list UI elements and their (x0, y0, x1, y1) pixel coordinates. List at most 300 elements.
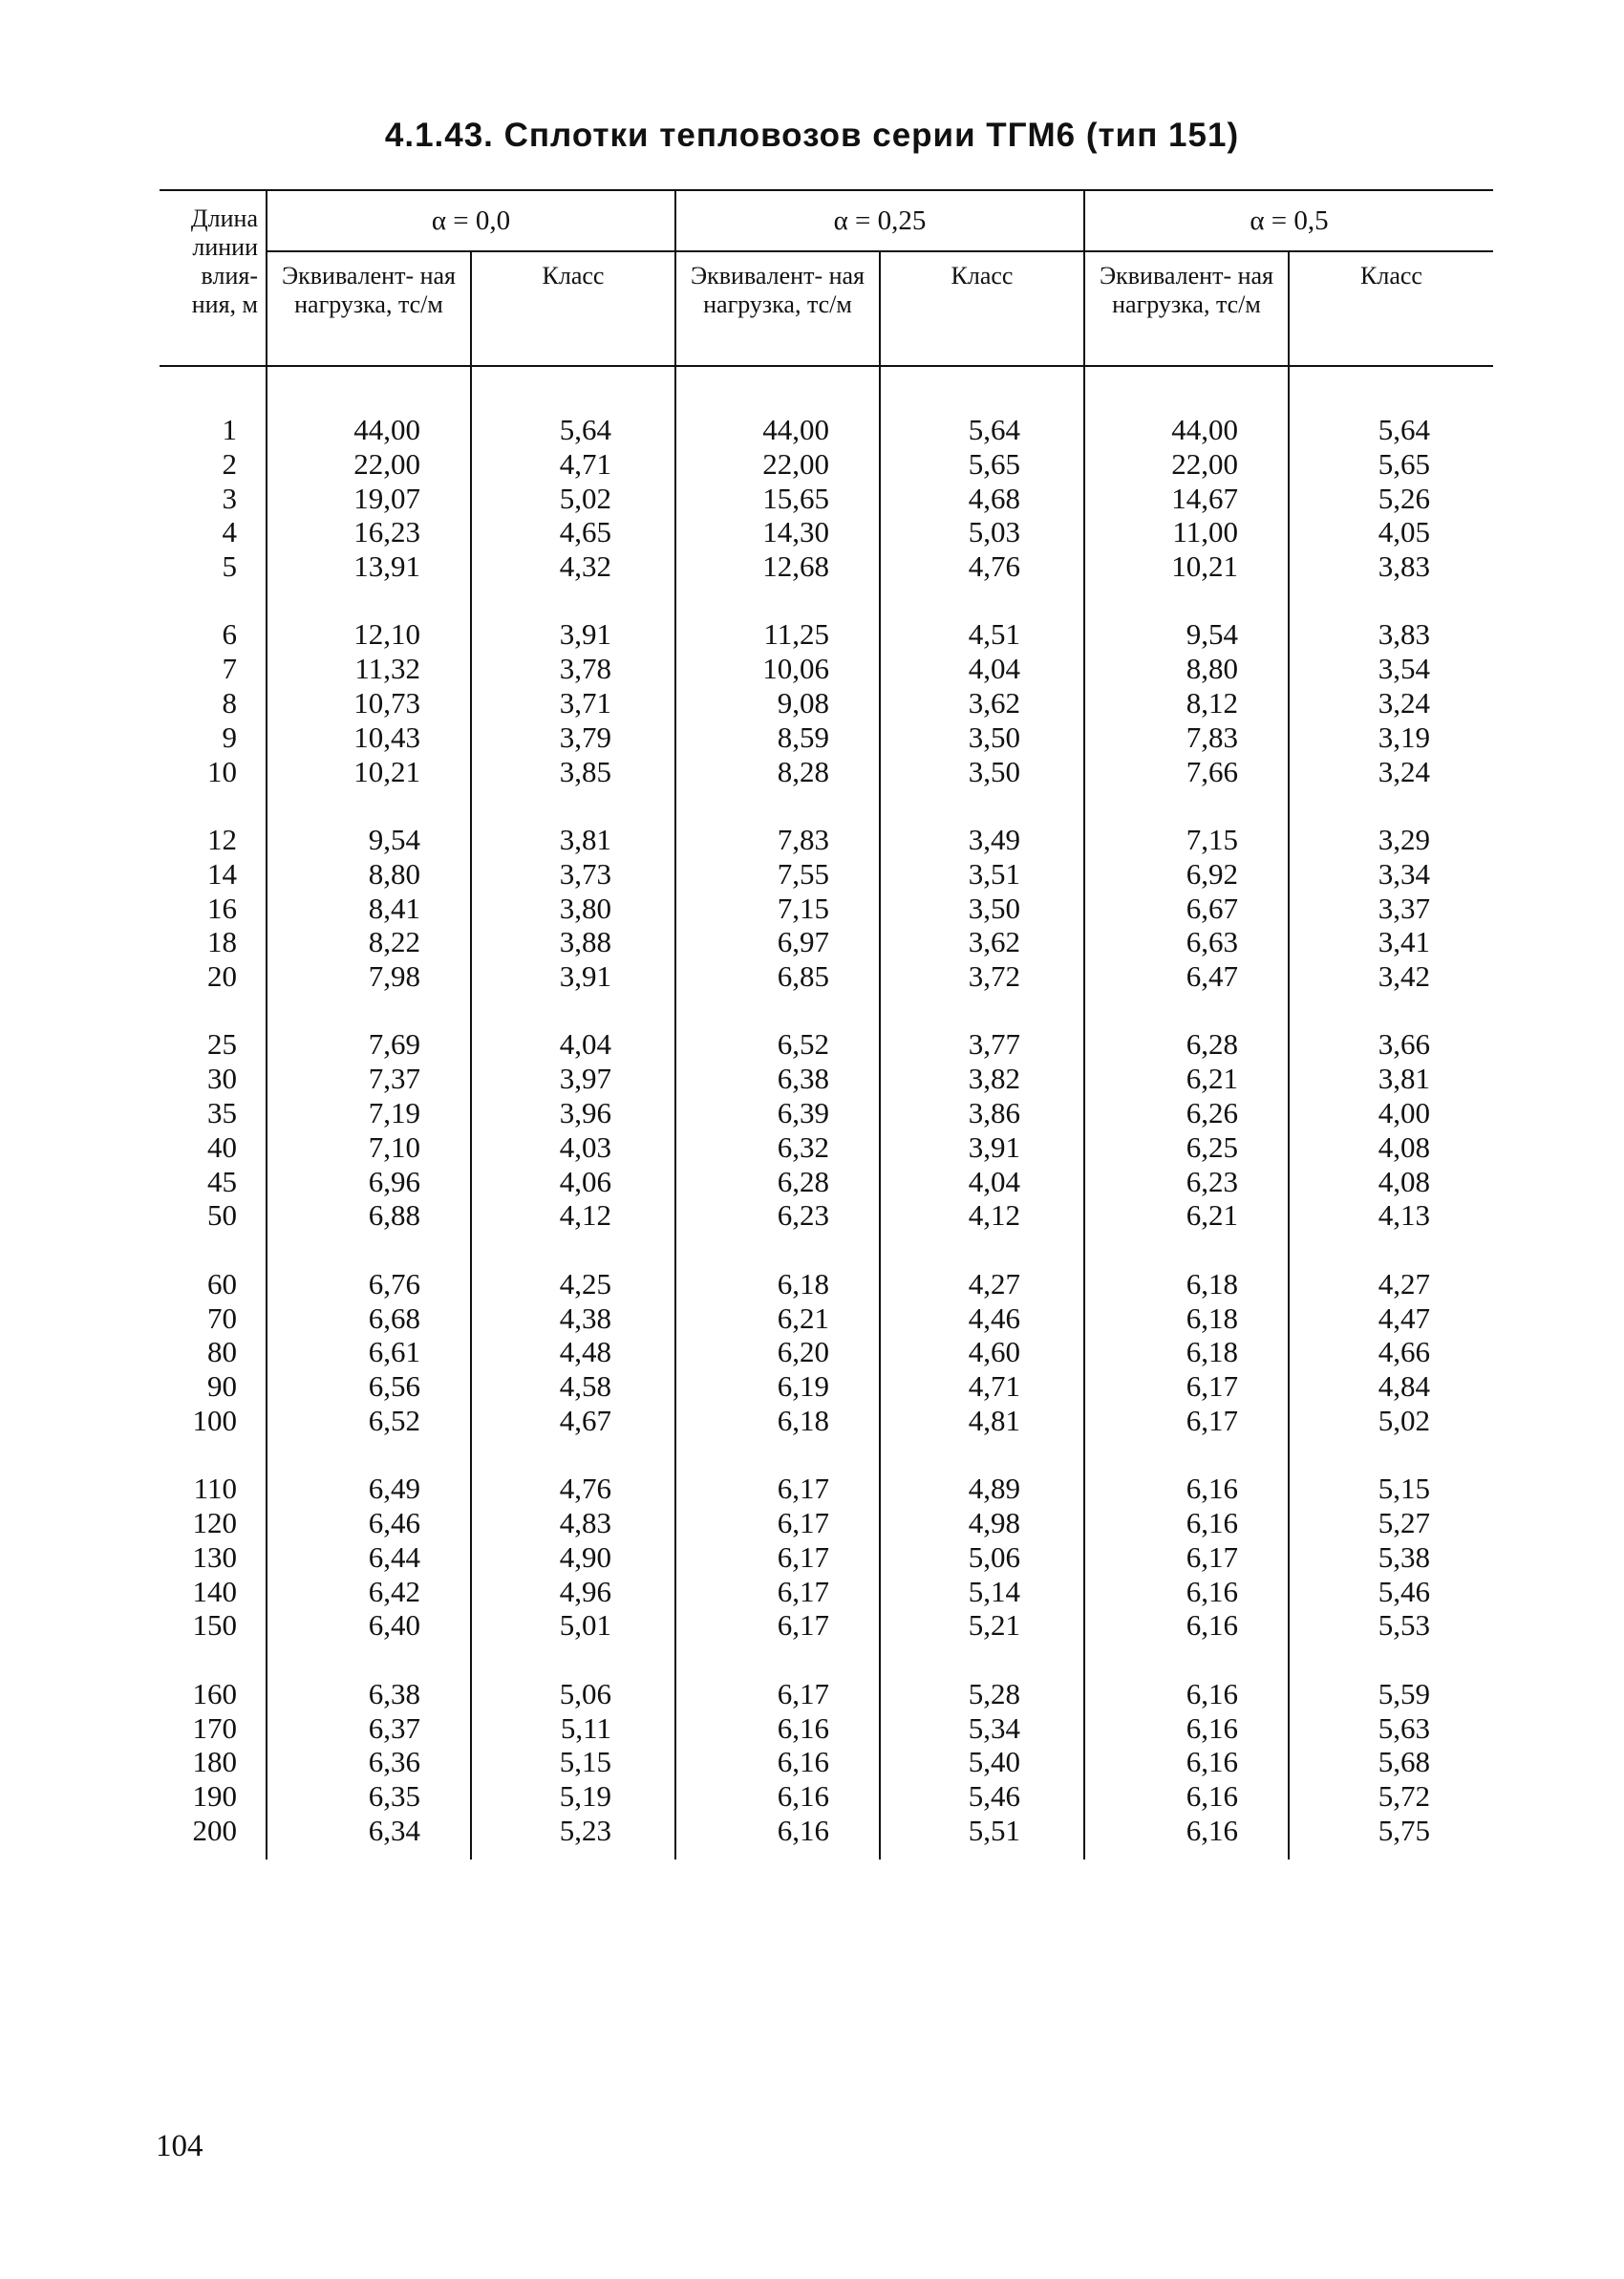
class-cell: 3,34 (1289, 857, 1493, 892)
equiv-load-cell: 6,21 (1084, 1062, 1289, 1096)
equiv-load-cell: 6,28 (1084, 1027, 1289, 1062)
class-cell: 3,83 (1289, 549, 1493, 584)
equiv-load-cell: 6,52 (267, 1404, 471, 1438)
class-cell: 5,65 (1289, 447, 1493, 482)
length-cell: 150 (192, 1608, 237, 1643)
class-cell: 5,64 (1289, 413, 1493, 447)
equiv-load-cell: 6,68 (267, 1301, 471, 1336)
equiv-load-cell: 6,38 (675, 1062, 880, 1096)
length-cell: 4 (222, 515, 237, 549)
class-cell: 4,06 (471, 1165, 675, 1199)
equiv-load-cell: 15,65 (675, 482, 880, 516)
table-row (160, 1575, 1493, 1609)
class-cell: 4,32 (471, 549, 675, 584)
class-cell: 4,90 (471, 1540, 675, 1575)
table-row (160, 1165, 1493, 1199)
class-cell: 5,14 (880, 1575, 1084, 1609)
table-row (160, 1096, 1493, 1130)
class-cell: 4,03 (471, 1130, 675, 1165)
length-cell: 5 (222, 549, 237, 584)
equiv-load-cell: 6,37 (267, 1711, 471, 1746)
table-row (160, 720, 1493, 755)
class-cell: 3,81 (471, 823, 675, 857)
class-cell: 4,27 (1289, 1267, 1493, 1301)
class-cell: 3,51 (880, 857, 1084, 892)
class-cell: 5,06 (471, 1677, 675, 1711)
equiv-load-cell: 6,18 (1084, 1335, 1289, 1369)
equiv-load-cell: 19,07 (267, 482, 471, 516)
class-cell: 3,73 (471, 857, 675, 892)
length-cell: 45 (207, 1164, 237, 1198)
equiv-load-cell: 10,73 (267, 686, 471, 720)
length-cell: 40 (207, 1129, 237, 1164)
table-row (160, 892, 1493, 926)
class-cell: 4,76 (880, 549, 1084, 584)
class-cell: 3,91 (471, 959, 675, 994)
class-cell: 3,78 (471, 652, 675, 686)
equiv-load-cell: 14,30 (675, 515, 880, 549)
class-cell: 4,67 (471, 1404, 675, 1438)
equiv-load-cell: 13,91 (267, 549, 471, 584)
table-row (160, 549, 1493, 584)
length-cell: 14 (207, 856, 237, 891)
length-cell: 7 (222, 652, 237, 686)
class-cell: 5,19 (471, 1779, 675, 1814)
equiv-load-cell: 12,10 (267, 617, 471, 652)
equiv-load-cell: 6,42 (267, 1575, 471, 1609)
class-cell: 4,48 (471, 1335, 675, 1369)
table-row (160, 1369, 1493, 1404)
table-row (160, 1130, 1493, 1165)
class-cell: 3,50 (880, 755, 1084, 789)
table-row (160, 1062, 1493, 1096)
class-cell: 4,84 (1289, 1369, 1493, 1404)
class-cell: 3,42 (1289, 959, 1493, 994)
table-row (160, 447, 1493, 482)
class-cell: 5,40 (880, 1745, 1084, 1779)
class-cell: 5,15 (471, 1745, 675, 1779)
class-cell: 5,34 (880, 1711, 1084, 1746)
length-cell: 60 (207, 1266, 237, 1301)
table-row (160, 686, 1493, 720)
class-cell: 5,51 (880, 1814, 1084, 1848)
length-cell: 120 (192, 1506, 237, 1540)
table-row (160, 482, 1493, 516)
class-header: Класс (471, 251, 675, 366)
class-cell: 3,62 (880, 686, 1084, 720)
class-cell: 5,23 (471, 1814, 675, 1848)
class-cell: 3,96 (471, 1096, 675, 1130)
table-row (160, 1540, 1493, 1575)
equiv-load-header: Эквивалент- ная нагрузка, тс/м (267, 251, 471, 366)
class-cell: 4,65 (471, 515, 675, 549)
length-cell: 1 (222, 413, 237, 446)
class-cell: 3,24 (1289, 755, 1493, 789)
class-cell: 4,71 (471, 447, 675, 482)
equiv-load-cell: 7,66 (1084, 755, 1289, 789)
class-cell: 5,27 (1289, 1506, 1493, 1540)
equiv-load-cell: 6,18 (1084, 1301, 1289, 1336)
table-title: 4.1.43. Сплотки тепловозов серии ТГМ6 (тип 151) (384, 117, 1240, 154)
equiv-load-cell: 22,00 (267, 447, 471, 482)
table-header (160, 190, 1493, 366)
class-cell: 5,21 (880, 1608, 1084, 1643)
equiv-load-cell: 44,00 (1084, 413, 1289, 447)
equiv-load-cell: 10,06 (675, 652, 880, 686)
equiv-load-cell: 6,85 (675, 959, 880, 994)
class-cell: 5,53 (1289, 1608, 1493, 1643)
equiv-load-cell: 8,12 (1084, 686, 1289, 720)
length-cell: 200 (192, 1813, 237, 1847)
equiv-load-cell: 11,32 (267, 652, 471, 686)
length-cell: 140 (192, 1574, 237, 1608)
equiv-load-cell: 6,34 (267, 1814, 471, 1848)
equiv-load-cell: 6,52 (675, 1027, 880, 1062)
page-number: 104 (156, 2129, 203, 2163)
class-cell: 4,47 (1289, 1301, 1493, 1336)
class-cell: 5,63 (1289, 1711, 1493, 1746)
class-cell: 5,02 (1289, 1404, 1493, 1438)
length-cell: 100 (192, 1403, 237, 1437)
table-row (160, 1711, 1493, 1746)
equiv-load-cell: 6,26 (1084, 1096, 1289, 1130)
equiv-load-cell: 22,00 (1084, 447, 1289, 482)
class-cell: 3,86 (880, 1096, 1084, 1130)
length-cell: 10 (207, 754, 237, 788)
class-cell: 5,46 (880, 1779, 1084, 1814)
class-cell: 4,98 (880, 1506, 1084, 1540)
length-header: Длина линии влия- ния, м (160, 190, 267, 366)
equiv-load-cell: 8,80 (267, 857, 471, 892)
alpha-header-1: α = 0,25 (675, 190, 1084, 251)
class-cell: 4,12 (471, 1198, 675, 1233)
equiv-load-cell: 6,20 (675, 1335, 880, 1369)
equiv-load-cell: 6,18 (675, 1267, 880, 1301)
equiv-load-cell: 8,22 (267, 925, 471, 959)
equiv-load-cell: 8,80 (1084, 652, 1289, 686)
equiv-load-cell: 22,00 (675, 447, 880, 482)
equiv-load-cell: 6,17 (1084, 1404, 1289, 1438)
class-cell: 3,71 (471, 686, 675, 720)
equiv-load-cell: 6,63 (1084, 925, 1289, 959)
length-cell: 190 (192, 1779, 237, 1814)
class-cell: 3,80 (471, 892, 675, 926)
equiv-load-cell: 6,17 (675, 1608, 880, 1643)
table-row (160, 1472, 1493, 1506)
class-cell: 4,68 (880, 482, 1084, 516)
equiv-load-cell: 6,44 (267, 1540, 471, 1575)
equiv-load-cell: 6,61 (267, 1335, 471, 1369)
table-row (160, 1745, 1493, 1779)
class-cell: 4,58 (471, 1369, 675, 1404)
class-cell: 3,41 (1289, 925, 1493, 959)
equiv-load-cell: 6,38 (267, 1677, 471, 1711)
length-cell: 50 (207, 1198, 237, 1233)
length-cell: 16 (207, 891, 237, 925)
length-cell: 2 (222, 446, 237, 481)
class-cell: 4,04 (471, 1027, 675, 1062)
length-cell: 3 (222, 481, 237, 515)
table-row (160, 652, 1493, 686)
class-cell: 3,97 (471, 1062, 675, 1096)
table-row (160, 1779, 1493, 1814)
equiv-load-cell: 6,23 (675, 1198, 880, 1233)
class-cell: 5,46 (1289, 1575, 1493, 1609)
class-cell: 3,29 (1289, 823, 1493, 857)
class-cell: 4,81 (880, 1404, 1084, 1438)
equiv-load-cell: 6,17 (675, 1506, 880, 1540)
table-row (160, 1677, 1493, 1711)
length-cell: 80 (207, 1335, 237, 1369)
class-cell: 5,64 (471, 413, 675, 447)
class-cell: 5,01 (471, 1608, 675, 1643)
length-cell: 90 (207, 1369, 237, 1404)
equiv-load-cell: 6,21 (1084, 1198, 1289, 1233)
equiv-load-cell: 6,18 (675, 1404, 880, 1438)
length-cell: 35 (207, 1096, 237, 1130)
equiv-load-cell: 7,37 (267, 1062, 471, 1096)
table-row (160, 515, 1493, 549)
table-row (160, 413, 1493, 447)
length-cell: 6 (222, 617, 237, 652)
equiv-load-cell: 6,16 (1084, 1506, 1289, 1540)
equiv-load-cell: 6,67 (1084, 892, 1289, 926)
equiv-load-cell: 6,17 (675, 1472, 880, 1506)
class-cell: 5,11 (471, 1711, 675, 1746)
table-row (160, 1335, 1493, 1369)
equiv-load-cell: 8,41 (267, 892, 471, 926)
class-cell: 3,85 (471, 755, 675, 789)
class-cell: 4,76 (471, 1472, 675, 1506)
equiv-load-cell: 6,21 (675, 1301, 880, 1336)
table-body (160, 366, 1493, 1860)
class-cell: 4,08 (1289, 1165, 1493, 1199)
class-cell: 4,12 (880, 1198, 1084, 1233)
table-row (160, 1027, 1493, 1062)
class-cell: 5,02 (471, 482, 675, 516)
equiv-load-cell: 16,23 (267, 515, 471, 549)
class-cell: 3,54 (1289, 652, 1493, 686)
class-cell: 3,72 (880, 959, 1084, 994)
equiv-load-cell: 6,16 (675, 1711, 880, 1746)
equiv-load-cell: 8,59 (675, 720, 880, 755)
equiv-load-cell: 44,00 (267, 413, 471, 447)
class-cell: 4,13 (1289, 1198, 1493, 1233)
class-cell: 3,83 (1289, 617, 1493, 652)
class-cell: 4,60 (880, 1335, 1084, 1369)
equiv-load-cell: 7,55 (675, 857, 880, 892)
equiv-load-cell: 6,17 (1084, 1369, 1289, 1404)
equiv-load-cell: 6,16 (1084, 1814, 1289, 1848)
equiv-load-cell: 11,00 (1084, 515, 1289, 549)
class-cell: 4,08 (1289, 1130, 1493, 1165)
class-cell: 3,88 (471, 925, 675, 959)
equiv-load-cell: 6,47 (1084, 959, 1289, 994)
length-cell: 70 (207, 1301, 237, 1335)
length-cell: 130 (192, 1539, 237, 1574)
equiv-load-cell: 12,68 (675, 549, 880, 584)
table-row (160, 1506, 1493, 1540)
class-cell: 3,37 (1289, 892, 1493, 926)
class-cell: 3,24 (1289, 686, 1493, 720)
table-row (160, 959, 1493, 994)
equiv-load-cell: 6,16 (1084, 1677, 1289, 1711)
length-cell: 9 (222, 720, 237, 754)
equiv-load-cell: 6,28 (675, 1165, 880, 1199)
equiv-load-cell: 6,32 (675, 1130, 880, 1165)
class-cell: 5,64 (880, 413, 1084, 447)
equiv-load-cell: 10,21 (1084, 549, 1289, 584)
class-cell: 5,28 (880, 1677, 1084, 1711)
class-cell: 3,62 (880, 925, 1084, 959)
alpha-header-2: α = 0,5 (1084, 190, 1493, 251)
equiv-load-cell: 6,96 (267, 1165, 471, 1199)
length-cell: 110 (193, 1472, 237, 1506)
equiv-load-cell: 6,56 (267, 1369, 471, 1404)
class-cell: 3,50 (880, 892, 1084, 926)
length-cell: 30 (207, 1062, 237, 1096)
equiv-load-cell: 6,19 (675, 1369, 880, 1404)
class-cell: 4,04 (880, 652, 1084, 686)
class-cell: 4,38 (471, 1301, 675, 1336)
class-cell: 4,05 (1289, 515, 1493, 549)
class-header: Класс (880, 251, 1084, 366)
equiv-load-cell: 6,18 (1084, 1267, 1289, 1301)
equiv-load-cell: 7,10 (267, 1130, 471, 1165)
class-cell: 3,77 (880, 1027, 1084, 1062)
equiv-load-cell: 6,16 (1084, 1608, 1289, 1643)
equiv-load-cell: 11,25 (675, 617, 880, 652)
table-row (160, 1198, 1493, 1233)
class-cell: 4,96 (471, 1575, 675, 1609)
equiv-load-cell: 6,17 (675, 1575, 880, 1609)
class-cell: 5,68 (1289, 1745, 1493, 1779)
class-cell: 4,04 (880, 1165, 1084, 1199)
table-row (160, 755, 1493, 789)
equiv-load-cell: 6,16 (1084, 1779, 1289, 1814)
equiv-load-cell: 6,17 (1084, 1540, 1289, 1575)
equiv-load-cell: 6,16 (1084, 1575, 1289, 1609)
class-cell: 3,66 (1289, 1027, 1493, 1062)
length-cell: 25 (207, 1027, 237, 1062)
class-cell: 5,26 (1289, 482, 1493, 516)
equiv-load-cell: 10,43 (267, 720, 471, 755)
class-cell: 5,38 (1289, 1540, 1493, 1575)
equiv-load-cell: 44,00 (675, 413, 880, 447)
class-cell: 4,27 (880, 1267, 1084, 1301)
length-cell: 170 (192, 1710, 237, 1745)
equiv-load-cell: 6,35 (267, 1779, 471, 1814)
length-cell: 18 (207, 925, 237, 959)
class-cell: 4,83 (471, 1506, 675, 1540)
equiv-load-cell: 6,16 (1084, 1472, 1289, 1506)
equiv-load-cell: 6,25 (1084, 1130, 1289, 1165)
length-cell: 8 (222, 686, 237, 720)
class-cell: 3,50 (880, 720, 1084, 755)
equiv-load-cell: 6,17 (675, 1540, 880, 1575)
table-row (160, 1814, 1493, 1848)
equiv-load-cell: 7,69 (267, 1027, 471, 1062)
class-cell: 3,82 (880, 1062, 1084, 1096)
equiv-load-cell: 9,08 (675, 686, 880, 720)
equiv-load-cell: 6,16 (1084, 1711, 1289, 1746)
table-row (160, 1404, 1493, 1438)
table-row (160, 1301, 1493, 1336)
table-row (160, 823, 1493, 857)
equiv-load-cell: 9,54 (1084, 617, 1289, 652)
class-cell: 3,49 (880, 823, 1084, 857)
class-cell: 3,91 (880, 1130, 1084, 1165)
class-cell: 4,66 (1289, 1335, 1493, 1369)
class-cell: 4,25 (471, 1267, 675, 1301)
class-cell: 4,46 (880, 1301, 1084, 1336)
equiv-load-cell: 7,19 (267, 1096, 471, 1130)
equiv-load-cell: 8,28 (675, 755, 880, 789)
class-cell: 3,79 (471, 720, 675, 755)
equiv-load-cell: 6,40 (267, 1608, 471, 1643)
table-row (160, 1608, 1493, 1643)
equiv-load-cell: 9,54 (267, 823, 471, 857)
equiv-load-cell: 6,16 (1084, 1745, 1289, 1779)
class-cell: 4,71 (880, 1369, 1084, 1404)
alpha-header-0: α = 0,0 (267, 190, 675, 251)
class-cell: 5,15 (1289, 1472, 1493, 1506)
equiv-load-cell: 7,83 (675, 823, 880, 857)
equiv-load-cell: 6,76 (267, 1267, 471, 1301)
equiv-load-cell: 6,16 (675, 1814, 880, 1848)
equiv-load-cell: 10,21 (267, 755, 471, 789)
class-cell: 5,72 (1289, 1779, 1493, 1814)
equiv-load-cell: 6,88 (267, 1198, 471, 1233)
equiv-load-cell: 6,92 (1084, 857, 1289, 892)
equiv-load-cell: 6,39 (675, 1096, 880, 1130)
equiv-load-cell: 6,46 (267, 1506, 471, 1540)
length-cell: 12 (207, 822, 237, 856)
class-cell: 5,65 (880, 447, 1084, 482)
class-cell: 5,59 (1289, 1677, 1493, 1711)
load-table (160, 189, 1493, 1860)
equiv-load-cell: 6,49 (267, 1472, 471, 1506)
class-cell: 3,91 (471, 617, 675, 652)
equiv-load-cell: 14,67 (1084, 482, 1289, 516)
equiv-load-header: Эквивалент- ная нагрузка, тс/м (1084, 251, 1289, 366)
equiv-load-cell: 7,98 (267, 959, 471, 994)
table-row (160, 857, 1493, 892)
class-cell: 3,81 (1289, 1062, 1493, 1096)
table-row (160, 925, 1493, 959)
class-cell: 4,89 (880, 1472, 1084, 1506)
equiv-load-cell: 7,15 (1084, 823, 1289, 857)
class-cell: 4,51 (880, 617, 1084, 652)
class-cell: 5,03 (880, 515, 1084, 549)
equiv-load-cell: 7,15 (675, 892, 880, 926)
equiv-load-cell: 6,17 (675, 1677, 880, 1711)
class-header: Класс (1289, 251, 1493, 366)
equiv-load-cell: 6,97 (675, 925, 880, 959)
class-cell: 5,06 (880, 1540, 1084, 1575)
length-cell: 160 (192, 1676, 237, 1710)
class-cell: 4,00 (1289, 1096, 1493, 1130)
table-row (160, 1267, 1493, 1301)
equiv-load-cell: 6,16 (675, 1745, 880, 1779)
class-cell: 3,19 (1289, 720, 1493, 755)
table-row (160, 617, 1493, 652)
equiv-load-cell: 6,23 (1084, 1165, 1289, 1199)
length-cell: 180 (192, 1745, 237, 1779)
equiv-load-cell: 6,36 (267, 1745, 471, 1779)
class-cell: 5,75 (1289, 1814, 1493, 1848)
length-cell: 20 (207, 959, 237, 994)
